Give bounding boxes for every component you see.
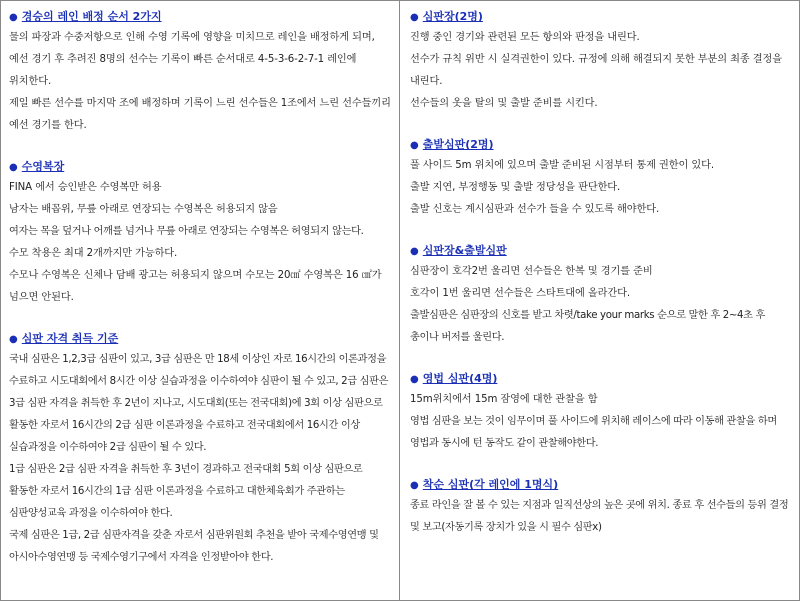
paragraph: 선수가 규칙 위반 시 실격권한이 있다. 규정에 의해 해결되지 못한 부분의 최종 결정을 내린다. — [410, 54, 782, 87]
section-title: 심판장&출발심판 — [422, 244, 507, 257]
paragraph: 풀 사이드 5m 위치에 있으며 출발 준비된 시점부터 통제 권한이 있다. — [410, 160, 714, 171]
section-heading — [9, 329, 391, 349]
section-heading — [9, 7, 391, 27]
paragraph: 출발 지연, 부정행동 및 출발 정당성을 판단한다. — [410, 182, 621, 193]
section-starter — [410, 135, 791, 221]
paragraph: 제일 빠른 선수를 마지막 조에 배정하며 기록이 느린 선수들은 1조에서 느린 선수들끼리 예선 경기를 한다. — [9, 98, 391, 131]
section-title: 착순 심판(각 레인에 1명식) — [422, 478, 559, 491]
paragraph: 심판장이 호각2번 울리면 선수들은 한복 및 경기를 준비 — [410, 266, 653, 277]
bullet-icon: ● — [410, 246, 419, 257]
paragraph: 15m위치에서 15m 잠영에 대한 관찰을 함 — [410, 394, 598, 405]
paragraph: 진행 중인 경기와 관련된 모든 항의와 판정을 내린다. — [410, 32, 640, 43]
section-stroke-judge — [410, 369, 791, 455]
bullet-icon: ● — [410, 374, 419, 385]
paragraph: 남자는 배꼽위, 무릎 아래로 연장되는 수영복은 허용되지 않음 — [9, 204, 278, 215]
bullet-icon: ● — [410, 480, 419, 491]
paragraph: 국내 심판은 1,2,3급 심판이 있고, 3급 심판은 만 18세 이상인 자로 16시간의 이론과정을 수료하고 시도대회에서 8시간 이상 실습과정을 이수하여야 심판이 될 수 있고, 2급 심판은 3급 심판 자격을 취득한 후 2년이 지나고, 시도대회(또는 전국대회)에 3회 이상 심판으로 활동한 자로서 16시간의 2급 심판 이론과정을 수료하고 전국대회에서 16시간 이상 실습과정을 이수하여야 2급 심판이 될 수 있다. — [9, 354, 389, 453]
bullet-icon: ● — [9, 162, 18, 173]
paragraph: 물의 파장과 수중저항으로 인해 수영 기록에 영향을 미치므로 레인을 배정하게 되며, 예선 경기 후 추려진 8명의 선수는 기록이 빠른 순서대로 4-5-3-6-2-7-1 레인에 위치한다. — [9, 32, 375, 87]
section-heading — [9, 157, 391, 177]
section-heading — [410, 241, 791, 261]
bullet-icon: ● — [9, 12, 18, 23]
paragraph: 영법 심판을 보는 것이 임무이며 풀 사이드에 위치해 레이스에 따라 이동해 관찰을 하며 영법과 동시에 턴 동작도 같이 관찰해야한다. — [410, 416, 777, 449]
bullet-icon: ● — [410, 12, 419, 23]
paragraph: 출발 신호는 계시심판과 선수가 들을 수 있도록 해야한다. — [410, 204, 660, 215]
section-title: 심판장(2명) — [422, 10, 483, 23]
paragraph: FINA 에서 승인받은 수영복만 허용 — [9, 182, 162, 193]
section-finish-judge — [410, 475, 791, 539]
paragraph: 호각이 1번 울리면 선수들은 스타트대에 올라간다. — [410, 288, 631, 299]
bullet-icon: ● — [410, 140, 419, 151]
paragraph: 선수들의 옷을 탈의 및 출발 준비를 시킨다. — [410, 98, 598, 109]
section-lane-assignment — [9, 7, 391, 137]
section-heading — [410, 369, 791, 389]
section-referee-qualification — [9, 329, 391, 569]
section-heading — [410, 7, 791, 27]
section-title: 출발심판(2명) — [422, 138, 494, 151]
right-column — [400, 1, 799, 600]
section-title: 영법 심판(4명) — [422, 372, 498, 385]
paragraph: 수모나 수영복은 신체나 담배 광고는 허용되지 않으며 수모는 20㎠ 수영복은 16 ㎠가 넘으면 안된다. — [9, 270, 382, 303]
paragraph: 1급 심판은 2급 심판 자격을 취득한 후 3년이 경과하고 전국대회 5회 이상 심판으로 활동한 자로서 16시간의 1급 심판 이론과정을 수료하고 대한체육회가 주관하는 심판양성교육 과정을 이수하여야 한다. — [9, 464, 363, 519]
bullet-icon: ● — [9, 334, 18, 345]
section-referee-and-starter — [410, 241, 791, 349]
left-column — [1, 1, 400, 600]
paragraph: 수모 착용은 최대 2개까지만 가능하다. — [9, 248, 178, 259]
section-swimwear — [9, 157, 391, 309]
section-chief-referee — [410, 7, 791, 115]
section-title: 수영복장 — [21, 160, 65, 173]
paragraph: 국제 심판은 1급, 2급 심판자격을 갖춘 자로서 심판위원회 추천을 받아 국제수영연맹 및 아시아수영연맹 등 국제수영기구에서 자격을 인정받아야 한다. — [9, 530, 379, 563]
section-title: 심판 자격 취득 기준 — [21, 332, 119, 345]
paragraph: 출발심판은 심판장의 신호를 받고 차렷/take your marks 순으로 말한 후 2~4초 후 총이나 버저를 울린다. — [410, 310, 766, 343]
section-heading — [410, 475, 791, 495]
paragraph: 여자는 목을 덮거나 어깨를 넘거나 무릎 아래로 연장되는 수영복은 허영되지 않는다. — [9, 226, 364, 237]
section-title: 경승의 레인 배정 순서 2가지 — [21, 10, 162, 23]
paragraph: 종료 라인을 잘 볼 수 있는 지점과 일직선상의 높은 곳에 위치. 종료 후 선수들의 등위 결정 및 보고(자동기록 장치가 있을 시 필수 심판x) — [410, 500, 789, 533]
section-heading — [410, 135, 791, 155]
